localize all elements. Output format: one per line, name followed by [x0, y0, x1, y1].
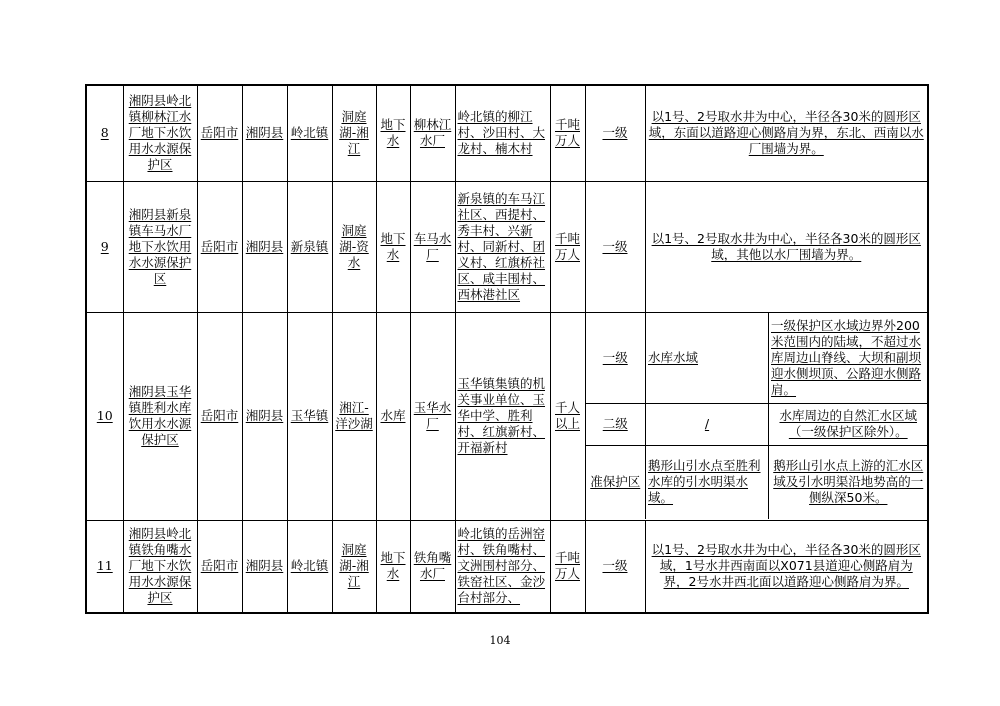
- protection-range: 以1号、2号取水井为中心，半径各30米的圆形区域，1号水井西南面以X071县道迎心侧路肩为界，2号水井西北面以道路迎心侧路肩为界。: [645, 520, 928, 613]
- water-type: 地下水: [376, 520, 410, 613]
- protection-zones-table: [586, 313, 928, 519]
- zone-level: 二级: [586, 403, 646, 445]
- basin: 洞庭湖-湘江: [332, 85, 376, 181]
- supply-scale: 千人以上: [550, 312, 585, 520]
- supply-scale: 千吨万人: [550, 85, 585, 181]
- water-plant: 车马水厂: [410, 181, 455, 312]
- zone-land-range: 鹅形山引水点上游的汇水区域及引水明渠沿地势高的一侧纵深50米。: [769, 445, 928, 519]
- served-area: 岭北镇的岳洲窑村、铁角嘴村、文洲围村部分、铁窑社区、金沙台村部分、: [455, 520, 550, 613]
- protection-range: 以1号、2号取水井为中心，半径各30米的圆形区域，其他以水厂围墙为界。: [645, 181, 928, 312]
- water-type: 水库: [376, 312, 410, 520]
- zone-water-range: 鹅形山引水点至胜利水库的引水明渠水域。: [646, 445, 769, 519]
- town: 新泉镇: [287, 181, 332, 312]
- town: 岭北镇: [287, 520, 332, 613]
- basin: 洞庭湖-资水: [332, 181, 376, 312]
- city: 岳阳市: [197, 520, 242, 613]
- zone-land-range: 水库周边的自然汇水区域（一级保护区除外）。: [769, 403, 928, 445]
- row-number: 11: [86, 520, 123, 613]
- document-sheet: [85, 84, 927, 614]
- water-plant: 玉华水厂: [410, 312, 455, 520]
- protection-area-name: 湘阴县岭北镇柳林江水厂地下水饮用水水源保护区: [123, 85, 197, 181]
- water-type: 地下水: [376, 85, 410, 181]
- city: 岳阳市: [197, 85, 242, 181]
- basin: 湘江-洋沙湖: [332, 312, 376, 520]
- town: 玉华镇: [287, 312, 332, 520]
- protection-zones-cell: [585, 312, 928, 520]
- zone-row: [586, 313, 928, 403]
- supply-scale: 千吨万人: [550, 520, 585, 613]
- row-number: 10: [86, 312, 123, 520]
- zone-row: [586, 445, 928, 519]
- served-area: 新泉镇的车马江社区、西提村、秀丰村、兴新村、同新村、团义村、红旗桥社区、咸丰围村、西林港社区: [455, 181, 550, 312]
- row-number: 8: [86, 85, 123, 181]
- zone-water-range: /: [646, 403, 769, 445]
- protection-area-name: 湘阴县玉华镇胜利水库饮用水水源保护区: [123, 312, 197, 520]
- town: 岭北镇: [287, 85, 332, 181]
- supply-scale: 千吨万人: [550, 181, 585, 312]
- table-row: [86, 312, 928, 520]
- protection-range: 以1号、2号取水井为中心，半径各30米的圆形区域，东面以道路迎心侧路肩为界，东北、西南以水厂围墙为界。: [645, 85, 928, 181]
- protection-area-name: 湘阴县岭北镇铁角嘴水厂地下水饮用水水源保护区: [123, 520, 197, 613]
- basin: 洞庭湖-湘江: [332, 520, 376, 613]
- table-row: [86, 85, 928, 181]
- zone-water-range: 水库水域: [646, 313, 769, 403]
- water-source-table: [85, 84, 929, 614]
- page-number: 104: [489, 634, 511, 647]
- zone-land-range: 一级保护区水域边界外200米范围内的陆域，不超过水库周边山脊线、大坝和副坝迎水侧坝顶、公路迎水侧路肩。: [769, 313, 928, 403]
- row-number: 9: [86, 181, 123, 312]
- city: 岳阳市: [197, 181, 242, 312]
- table-row: [86, 520, 928, 613]
- city: 岳阳市: [197, 312, 242, 520]
- table-row: [86, 181, 928, 312]
- water-plant: 铁角嘴水厂: [410, 520, 455, 613]
- county: 湘阴县: [242, 312, 287, 520]
- water-type: 地下水: [376, 181, 410, 312]
- zone-row: [586, 403, 928, 445]
- zone-level: 准保护区: [586, 445, 646, 519]
- county: 湘阴县: [242, 181, 287, 312]
- protection-area-name: 湘阴县新泉镇车马水厂地下水饮用水水源保护区: [123, 181, 197, 312]
- protection-level: 一级: [585, 181, 645, 312]
- county: 湘阴县: [242, 85, 287, 181]
- zone-level: 一级: [586, 313, 646, 403]
- served-area: 玉华镇集镇的机关事业单位、玉华中学、胜利村、红旗新村、开福新村: [455, 312, 550, 520]
- county: 湘阴县: [242, 520, 287, 613]
- protection-level: 一级: [585, 85, 645, 181]
- water-plant: 柳林江水厂: [410, 85, 455, 181]
- protection-level: 一级: [585, 520, 645, 613]
- served-area: 岭北镇的柳江村、沙田村、大龙村、楠木村: [455, 85, 550, 181]
